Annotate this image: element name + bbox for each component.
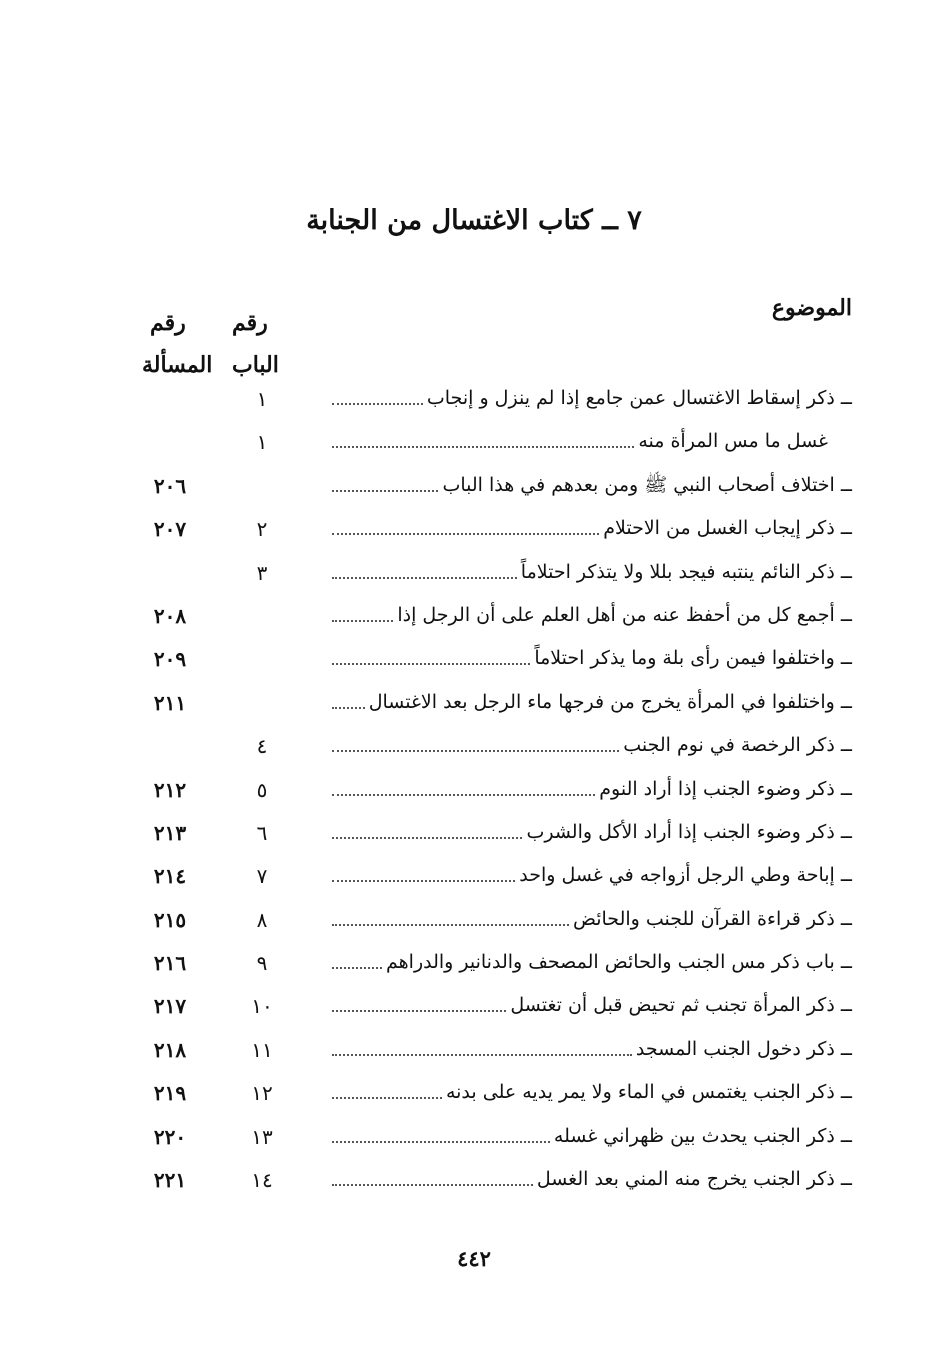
masala-number: ٢١٢	[153, 777, 187, 802]
toc-topic	[332, 645, 852, 671]
toc-row	[0, 553, 948, 596]
toc-row	[0, 509, 948, 552]
toc-topic	[332, 949, 852, 975]
toc-topic-text: ــ باب ذكر مس الجنب والحائض المصحف والدنانير والدراهم	[386, 951, 852, 974]
toc-topic	[332, 1036, 852, 1062]
masala-number: ٢٠٨	[153, 603, 187, 628]
masala-number: ٢١٩	[153, 1081, 187, 1106]
toc-row	[0, 943, 948, 986]
toc-topic-text: ــ ذكر إسقاط الاغتسال عمن جامع إذا لم ينزل و إنجاب	[426, 387, 852, 409]
toc-row	[0, 379, 948, 422]
dot-leader	[332, 445, 634, 448]
bab-column-header-line2: الباب	[232, 352, 279, 378]
toc-row	[0, 1117, 948, 1160]
dot-leader	[332, 879, 515, 882]
toc-topic	[332, 1123, 852, 1149]
bab-number: ٨	[256, 907, 268, 932]
dot-leader	[332, 836, 522, 839]
toc-topic	[332, 428, 828, 454]
bab-number: ٦	[256, 820, 268, 845]
bab-number: ١٤	[251, 1168, 273, 1193]
toc-topic-text: ــ ذكر الجنب يخرج منه المني بعد الغسل	[536, 1168, 852, 1191]
masala-column-header-line2: المسألة	[142, 352, 213, 378]
bab-number: ٤	[256, 734, 268, 759]
masala-number: ٢١٥	[153, 907, 187, 932]
masala-number: ٢١٨	[153, 1037, 187, 1062]
masala-number: ٢٠٧	[153, 517, 187, 542]
toc-row	[0, 900, 948, 943]
masala-number: ٢١٤	[153, 864, 187, 889]
dot-leader	[332, 1140, 550, 1143]
toc-row	[0, 813, 948, 856]
topic-column-header: الموضوع	[771, 295, 852, 321]
dot-leader	[332, 1009, 506, 1012]
bab-number: ١	[256, 387, 268, 411]
toc-topic-text: ــ ذكر الجنب يغتمس في الماء ولا يمر يديه على بدنه	[445, 1081, 852, 1104]
toc-topic	[332, 1166, 852, 1192]
toc-topic-text: ــ ذكر الجنب يحدث بين ظهراني غسله	[553, 1124, 852, 1147]
masala-number: ٢١٧	[153, 994, 187, 1019]
toc-topic	[332, 992, 852, 1018]
masala-column-header-line1: رقم	[150, 310, 186, 336]
dot-leader	[332, 706, 365, 709]
toc-topic	[332, 732, 852, 758]
toc-row	[0, 726, 948, 769]
dot-leader	[332, 1096, 442, 1099]
toc-topic	[332, 819, 852, 845]
bab-column-header-line1: رقم	[232, 310, 268, 336]
dot-leader	[332, 1183, 533, 1186]
toc-row	[0, 683, 948, 726]
bab-number: ١١	[251, 1037, 273, 1062]
page-number: ٤٤٢	[457, 1246, 491, 1271]
toc-topic-text: ــ ذكر المرأة تجنب ثم تحيض قبل أن تغتسل	[510, 994, 852, 1017]
toc-row	[0, 596, 948, 639]
bab-number: ١	[256, 430, 268, 455]
dot-leader	[332, 532, 599, 535]
masala-number: ٢٠٦	[153, 473, 187, 498]
dot-leader	[332, 923, 569, 926]
bab-number: ١٠	[251, 994, 273, 1019]
toc-row	[0, 466, 948, 509]
toc-topic	[332, 602, 852, 628]
dot-leader	[332, 402, 423, 405]
masala-number: ٢٢١	[153, 1168, 187, 1193]
toc-topic-text: ــ ذكر النائم ينتبه فيجد بللا ولا يتذكر احتلاماً	[520, 560, 852, 583]
table-of-contents	[0, 379, 948, 1203]
bab-number: ٣	[256, 560, 268, 585]
toc-topic	[332, 472, 852, 498]
toc-topic-text: ــ اختلاف أصحاب النبي ﷺ ومن بعدهم في هذا الباب	[442, 473, 852, 496]
bab-number: ٥	[256, 777, 268, 802]
page-title: ٧ ــ كتاب الاغتسال من الجنابة	[306, 205, 642, 236]
toc-topic-text: ــ ذكر قراءة القرآن للجنب والحائض	[572, 907, 852, 930]
masala-number: ٢١٣	[153, 820, 187, 845]
toc-topic-text: ــ واختلفوا فيمن رأى بلة وما يذكر احتلاماً	[534, 647, 852, 670]
toc-topic-text: ــ ذكر وضوء الجنب إذا أراد النوم	[599, 777, 852, 800]
toc-topic-text: ــ ذكر دخول الجنب المسجد	[635, 1037, 852, 1060]
dot-leader	[332, 576, 517, 579]
toc-topic	[332, 1079, 852, 1105]
toc-row	[0, 639, 948, 682]
toc-topic	[332, 689, 852, 715]
toc-topic-text: ــ إباحة وطي الرجل أزواجه في غسل واحد	[519, 864, 852, 887]
toc-topic	[332, 776, 852, 802]
toc-row	[0, 856, 948, 899]
toc-topic	[332, 559, 852, 585]
toc-row	[0, 770, 948, 813]
toc-row	[0, 422, 948, 465]
toc-topic-text: ــ ذكر إيجاب الغسل من الاحتلام	[603, 517, 852, 540]
bab-number: ١٢	[251, 1081, 273, 1106]
toc-topic-text: ــ أجمع كل من أحفظ عنه من أهل العلم على أن الرجل إذا	[397, 603, 852, 626]
toc-topic-text: ــ واختلفوا في المرأة يخرج من فرجها ماء الرجل بعد الاغتسال	[368, 690, 852, 713]
toc-topic	[332, 385, 852, 411]
masala-number: ٢٢٠	[153, 1124, 187, 1149]
toc-topic-text: ــ ذكر الرخصة في نوم الجنب	[623, 734, 852, 757]
toc-topic	[332, 515, 852, 541]
dot-leader	[332, 619, 393, 622]
toc-row	[0, 986, 948, 1029]
toc-topic-text: غسل ما مس المرأة منه	[638, 430, 828, 453]
dot-leader	[332, 1053, 632, 1056]
toc-topic-text: ــ ذكر وضوء الجنب إذا أراد الأكل والشرب	[526, 820, 852, 843]
masala-number: ٢١١	[153, 690, 187, 715]
toc-topic	[332, 862, 852, 888]
toc-row	[0, 1073, 948, 1116]
toc-row	[0, 1030, 948, 1073]
dot-leader	[332, 793, 595, 796]
dot-leader	[332, 966, 382, 969]
masala-number: ٢١٦	[153, 951, 187, 976]
dot-leader	[332, 662, 530, 665]
dot-leader	[332, 489, 438, 492]
bab-number: ٢	[256, 517, 268, 542]
toc-row	[0, 1160, 948, 1203]
bab-number: ١٣	[251, 1124, 273, 1149]
toc-topic	[332, 906, 852, 932]
masala-number: ٢٠٩	[153, 647, 187, 672]
dot-leader	[332, 749, 619, 752]
bab-number: ٩	[256, 951, 268, 976]
bab-number: ٧	[256, 864, 268, 889]
